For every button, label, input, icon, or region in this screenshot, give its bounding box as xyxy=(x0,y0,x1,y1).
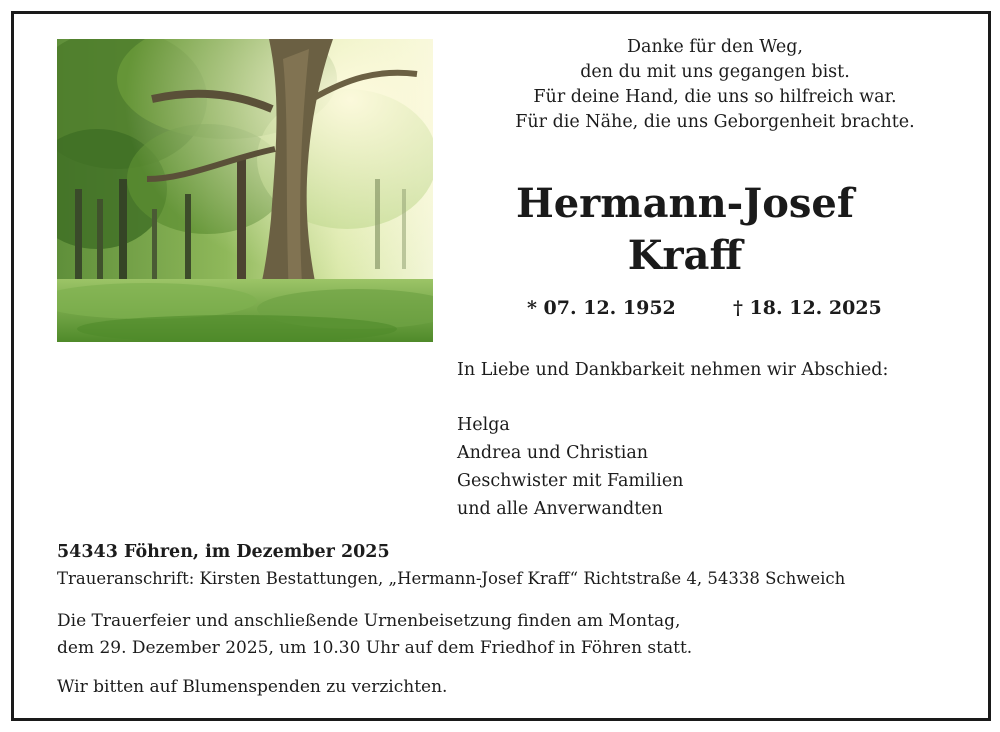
farewell-intro: In Liebe und Dankbarkeit nehmen wir Abschied: xyxy=(457,360,889,380)
ceremony-info xyxy=(57,608,692,662)
deceased-name xyxy=(450,178,920,282)
poem-line: Danke für den Weg, xyxy=(626,37,803,57)
ceremony-line: dem 29. Dezember 2025, um 10.30 Uhr auf dem Friedhof in Föhren statt. xyxy=(57,638,693,658)
mourner: und alle Anverwandten xyxy=(457,499,663,519)
forest-trees-image xyxy=(57,39,433,342)
deceased-first-name: Hermann-Josef xyxy=(515,180,855,227)
poem-line: Für deine Hand, die uns so hilfreich war. xyxy=(533,87,897,107)
flowers-note: Wir bitten auf Blumenspenden zu verzichten. xyxy=(57,677,448,697)
mourner: Helga xyxy=(457,415,510,435)
poem-line: den du mit uns gegangen bist. xyxy=(580,62,850,82)
birth-date: * 07. 12. 1952 xyxy=(527,297,676,319)
mourning-address: Traueranschrift: Kirsten Bestattungen, „Hermann-Josef Kraff“ Richtstraße 4, 54338 Schweich xyxy=(57,569,846,588)
deceased-last-name: Kraff xyxy=(627,232,743,279)
mourner: Andrea und Christian xyxy=(457,443,649,463)
mourners-list xyxy=(457,411,683,523)
mourner: Geschwister mit Familien xyxy=(457,471,684,491)
ceremony-line: Die Trauerfeier und anschließende Urnenbeisetzung finden am Montag, xyxy=(57,611,681,631)
death-date: † 18. 12. 2025 xyxy=(733,297,882,319)
place-date: 54343 Föhren, im Dezember 2025 xyxy=(57,542,390,562)
poem xyxy=(455,35,975,135)
poem-line: Für die Nähe, die uns Geborgenheit brachte. xyxy=(515,112,915,132)
